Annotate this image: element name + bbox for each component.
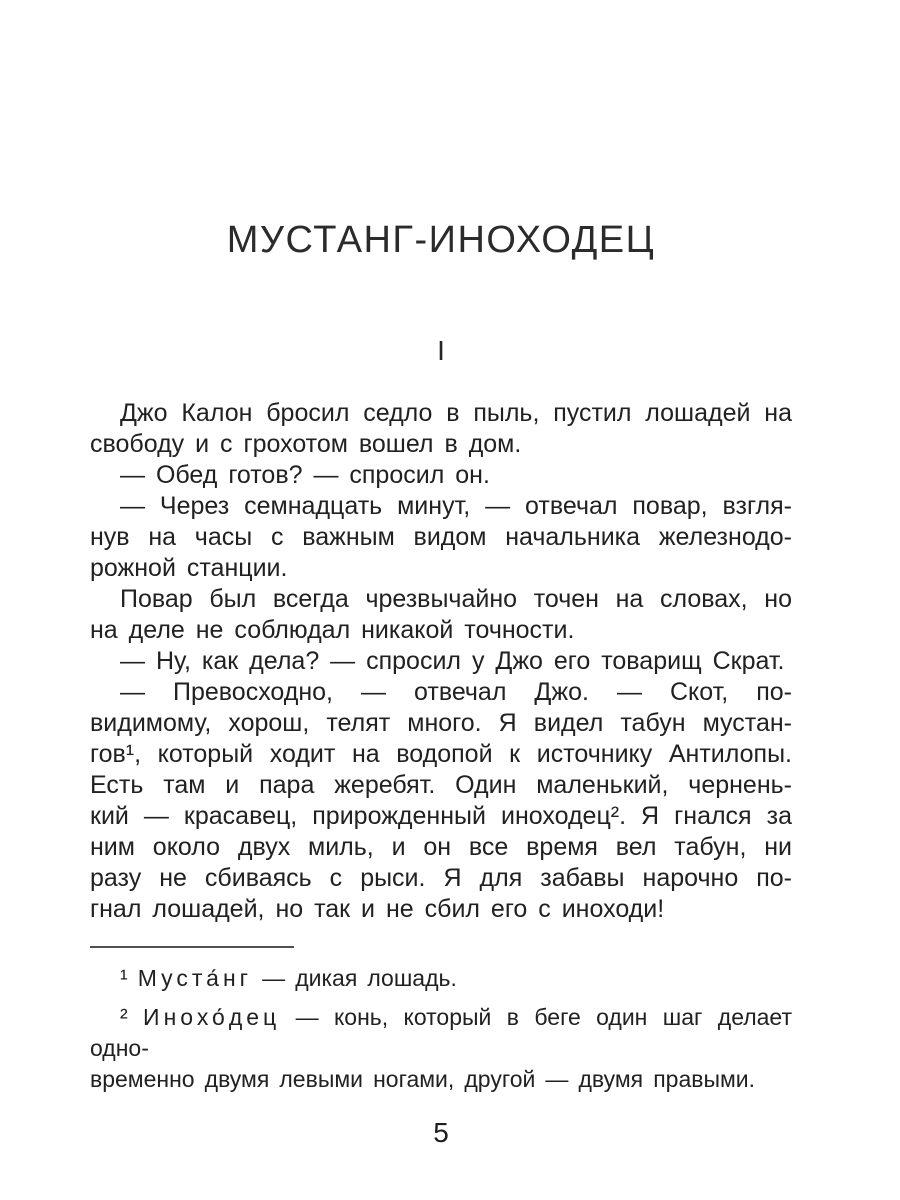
text-line: Джо Калон бросил седло в пыль, пустил лошадей на bbox=[120, 399, 792, 427]
footnote bbox=[90, 1002, 792, 1095]
footnote-line bbox=[90, 963, 792, 994]
footnote-divider bbox=[90, 946, 294, 948]
footnote-text: — конь, который в беге один шаг делает одно- bbox=[90, 1004, 792, 1061]
text-line: Есть там и пара жеребят. Один маленький, чернень- bbox=[90, 771, 792, 799]
footnote-term: Муста́нг bbox=[137, 965, 253, 991]
text-line: — Ну, как дела? — спросил у Джо его товарищ Скрат. bbox=[120, 647, 785, 675]
text-line: нув на часы с важным видом начальника железнодо- bbox=[90, 523, 792, 551]
footnote-line: временно двумя левыми ногами, другой — двумя правыми. bbox=[90, 1066, 756, 1092]
footnote-term: Инохо́дец bbox=[143, 1004, 281, 1030]
footnotes-section bbox=[90, 963, 792, 1095]
footnote-text: — дикая лошадь. bbox=[252, 965, 457, 991]
text-line: гов¹, который ходит на водопой к источнику Антилопы. bbox=[90, 740, 792, 768]
text-line: видимому, хорош, телят много. Я видел табун мустан- bbox=[90, 709, 792, 737]
footnote-line bbox=[90, 1002, 792, 1064]
page-title: МУСТАНГ-ИНОХОДЕЦ bbox=[226, 219, 656, 261]
text-line: на деле не соблюдал никакой точности. bbox=[90, 616, 575, 644]
text-line: ним около двух миль, и он все время вел табун, ни bbox=[90, 833, 792, 861]
text-line: свободу и с грохотом вошел в дом. bbox=[90, 430, 522, 458]
page-number: 5 bbox=[433, 1117, 449, 1148]
text-line: кий — красавец, прирожденный иноходец². Я гнался за bbox=[90, 802, 792, 830]
footnote-marker: ¹ bbox=[120, 965, 138, 991]
text-line: — Через семнадцать минут, — отвечал повар, взгля- bbox=[120, 492, 792, 520]
body-text bbox=[90, 398, 792, 925]
text-line: — Обед готов? — спросил он. bbox=[120, 461, 490, 489]
footnote-marker: ² bbox=[120, 1004, 144, 1030]
text-line: Повар был всегда чрезвычайно точен на словах, но bbox=[120, 585, 792, 613]
text-line: — Превосходно, — отвечал Джо. — Скот, по- bbox=[120, 678, 792, 706]
footnote bbox=[90, 963, 792, 994]
text-line: гнал лошадей, но так и не сбил его с иноходи! bbox=[90, 895, 665, 923]
text-line: разу не сбиваясь с рыси. Я для забавы нарочно по- bbox=[90, 864, 792, 892]
chapter-numeral: I bbox=[437, 335, 445, 366]
text-column bbox=[90, 217, 792, 1150]
text-line: рожной станции. bbox=[90, 554, 288, 582]
